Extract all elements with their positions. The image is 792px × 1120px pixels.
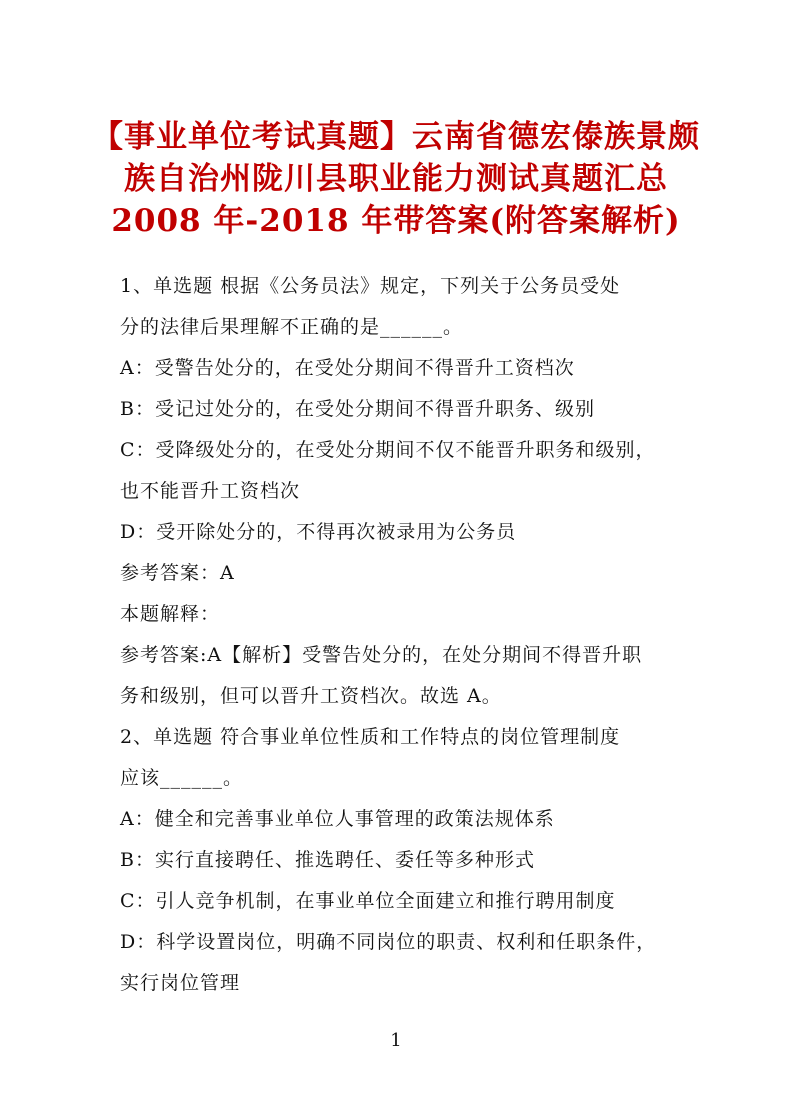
question-2-option-d-line-2: 实行岗位管理	[120, 972, 241, 994]
title-line-1: 【事业单位考试真题】云南省德宏傣族景颇	[92, 119, 700, 155]
question-1-reference-answer: 参考答案：A	[120, 562, 235, 584]
question-1-stem-line-1: 1、单选题 根据《公务员法》规定，下列关于公务员受处	[120, 275, 621, 297]
question-1-stem-line-2: 分的法律后果理解不正确的是______。	[120, 316, 464, 338]
question-2-stem-line-1: 2、单选题 符合事业单位性质和工作特点的岗位管理制度	[120, 726, 621, 748]
question-1	[120, 266, 680, 717]
question-1-explanation-label: 本题解释：	[120, 603, 221, 625]
question-2-option-c: C：引人竞争机制，在事业单位全面建立和推行聘用制度	[120, 890, 616, 912]
title-line-2: 族自治州陇川县职业能力测试真题汇总	[124, 161, 668, 197]
title-line-3: 2008 年-2018 年带答案(附答案解析)	[111, 203, 681, 239]
question-1-option-c-line-2: 也不能晋升工资档次	[120, 480, 301, 502]
question-1-explanation-line-2: 务和级别，但可以晋升工资档次。故选 A。	[120, 685, 502, 707]
question-1-option-d: D：受开除处分的，不得再次被录用为公务员	[120, 521, 517, 543]
question-2	[120, 717, 680, 1004]
question-1-explanation-line-1: 参考答案:A【解析】受警告处分的，在处分期间不得晋升职	[120, 644, 643, 666]
question-2-stem-line-2: 应该______。	[120, 767, 244, 789]
question-1-option-b: B：受记过处分的，在受处分期间不得晋升职务、级别	[120, 398, 595, 420]
question-1-option-c-line-1: C：受降级处分的，在受处分期间不仅不能晋升职务和级别，	[120, 439, 656, 461]
page-number: 1	[390, 1030, 402, 1051]
question-2-option-a: A：健全和完善事业单位人事管理的政策法规体系	[120, 808, 555, 830]
question-1-option-a: A：受警告处分的，在受处分期间不得晋升工资档次	[120, 357, 575, 379]
question-2-option-b: B：实行直接聘任、推选聘任、委任等多种形式	[120, 849, 535, 871]
document-title	[60, 116, 732, 242]
document-body	[120, 266, 680, 1004]
question-2-option-d-line-1: D：科学设置岗位，明确不同岗位的职责、权利和任职条件，	[120, 931, 657, 953]
